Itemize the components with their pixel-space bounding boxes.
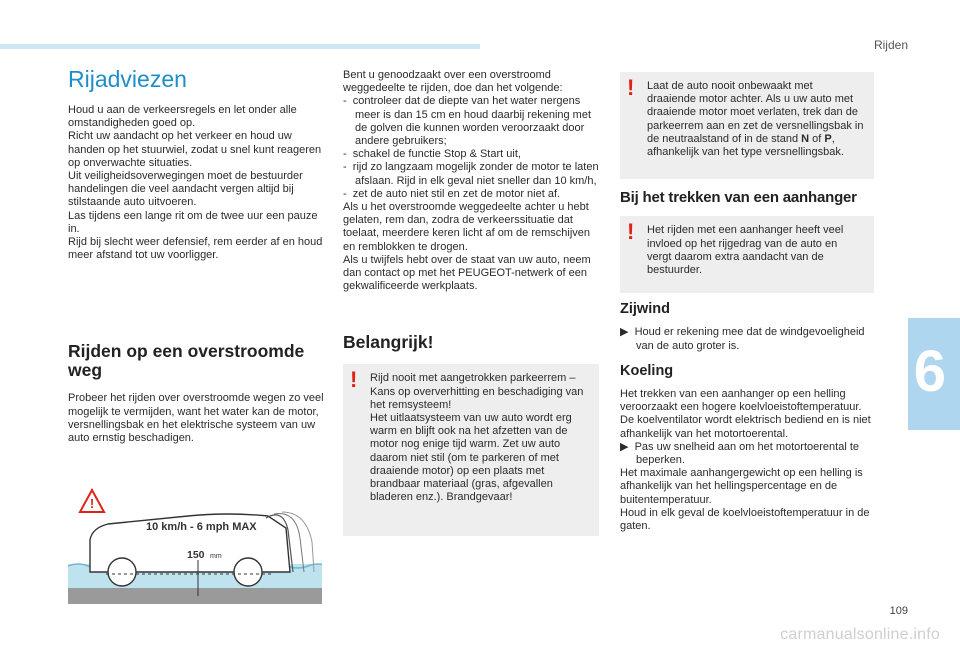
column-2	[343, 69, 599, 536]
list-item: ▶ Houd er rekening mee dat de windgevoeligheid van de auto groter is.	[620, 326, 865, 352]
cooling-paragraph: Het maximale aanhangergewicht op een helling is afhankelijk van het hellingspercentage en de buitentemperatuur.	[620, 467, 863, 506]
flooded-car-drawing	[68, 488, 322, 604]
warning-text: Laat de auto nooit onbewaakt met draaiende motor achter. Als u uw auto met draaiende motor moet verlaten, trek dan de parkeerrem aan en zet de versnellingsbak in de neutraalstand of in de stand N of P, afhankelijk van het type versnellingsbak.	[647, 80, 864, 159]
intro-paragraph: Richt uw aandacht op het verkeer en houd uw handen op het stuurwiel, zodat u snel kunt reageren op onverwachte situaties.	[68, 130, 322, 169]
cooling-paragraph: Houd in elk geval de koelvloeistoftemperatuur in de gaten.	[620, 506, 870, 533]
cooling-heading: Koeling	[620, 362, 674, 379]
intro-paragraph: Houd u aan de verkeersregels en let onder alle omstandigheden goed op.	[68, 104, 297, 130]
column-1	[68, 66, 324, 445]
header-bar	[0, 44, 480, 49]
chapter-number: 6	[913, 339, 946, 404]
warning-icon: !	[627, 75, 635, 100]
warning-icon: !	[350, 367, 358, 393]
warning-box	[620, 216, 874, 293]
wheel	[108, 558, 136, 586]
cooling-paragraph: Het trekken van een aanhanger op een helling veroorzaakt een hogere koelvloeistoftemperatuur.	[620, 388, 862, 414]
list-item: - controleer dat de diepte van het water nergens meer is dan 15 cm en houd daarbij rekening met de golven die kunnen worden veroorzaakt door andere gebruikers;	[343, 95, 592, 148]
column-3	[620, 72, 874, 533]
flood-lead: Bent u genoodzaakt over een overstroomd weggedeelte te rijden, doe dan het volgende:	[343, 69, 563, 95]
after-paragraph: Als u het overstroomde weggedeelte achter u hebt gelaten, rem dan, zodra de verkeerssituatie dat toelaat, meerdere keren licht af om de remschijven en remblokken te drogen.	[343, 201, 591, 253]
warning-box	[343, 364, 599, 536]
warning-mark: !	[89, 496, 95, 511]
page-number: 109	[889, 605, 908, 617]
cooling-paragraph: De koelventilator wordt elektrisch bediend en is niet afhankelijk van het motortoerental.	[620, 414, 871, 440]
warning-text: Rijd nooit met aangetrokken parkeerrem – Kans op oververhitting en beschadiging van het remsysteem!	[370, 372, 584, 411]
list-item: ▶ Pas uw snelheid aan om het motortoerental te beperken.	[620, 440, 859, 467]
page-title: Rijadviezen	[68, 66, 187, 92]
depth-value: 150	[187, 549, 205, 561]
intro-paragraph: Las tijdens een lange rit om de twee uur een pauze in.	[68, 209, 318, 235]
flood-heading: Rijden op een overstroomde weg	[68, 341, 305, 381]
after-paragraph: Als u twijfels hebt over de staat van uw auto, neem dan contact op met het PEUGEOT-netwerk of een gekwalificeerde werkplaats.	[343, 253, 591, 293]
warning-icon: !	[627, 219, 635, 245]
road	[68, 586, 322, 604]
list-item: - zet de auto niet stil en zet de motor niet af.	[343, 187, 561, 200]
flood-illustration	[68, 488, 322, 604]
warning-box	[620, 72, 874, 179]
warning-text: Het rijden met een aanhanger heeft veel invloed op het rijgedrag van de auto en vergt daarom extra aandacht van de bestuurder.	[647, 224, 844, 277]
section-title: Rijden	[873, 38, 908, 52]
important-heading: Belangrijk!	[343, 332, 434, 353]
list-item: - schakel de functie Stop & Start uit,	[343, 148, 521, 161]
watermark: carmanualsonline.info	[780, 626, 940, 643]
intro-paragraph: Uit veiligheidsoverwegingen moet de bestuurder handelingen die veel aandacht vergen altijd bij stilstaande auto uitvoeren.	[68, 170, 303, 209]
trailer-heading: Bij het trekken van een aanhanger	[620, 189, 857, 207]
warning-text: Het uitlaatsysteem van uw auto wordt erg warm en blijft ook na het afzetten van de motor nog enige tijd warm. Zet uw auto daarom niet stil (om te parkeren of met draaiende motor) op een plaats met brandbaar materiaal (gras, afgevallen bladeren enz.). Brandgevaar!	[370, 412, 572, 504]
wheel	[234, 558, 262, 586]
intro-paragraph: Rijd bij slecht weer defensief, rem eerder af en houd meer afstand tot uw voorligger.	[68, 236, 323, 262]
list-item: - rijd zo langzaam mogelijk zonder de motor te laten afslaan. Rijd in elk geval niet sneller dan 10 km/h,	[343, 161, 599, 187]
speed-label: 10 km/h - 6 mph MAX	[146, 521, 257, 533]
depth-unit: mm	[210, 553, 222, 560]
flood-text: Probeer het rijden over overstroomde wegen zo veel mogelijk te vermijden, want het water kan de motor, versnellingsbak en het elektrische systeem van uw auto ernstig beschadigen.	[68, 392, 324, 445]
wind-heading: Zijwind	[620, 301, 670, 318]
